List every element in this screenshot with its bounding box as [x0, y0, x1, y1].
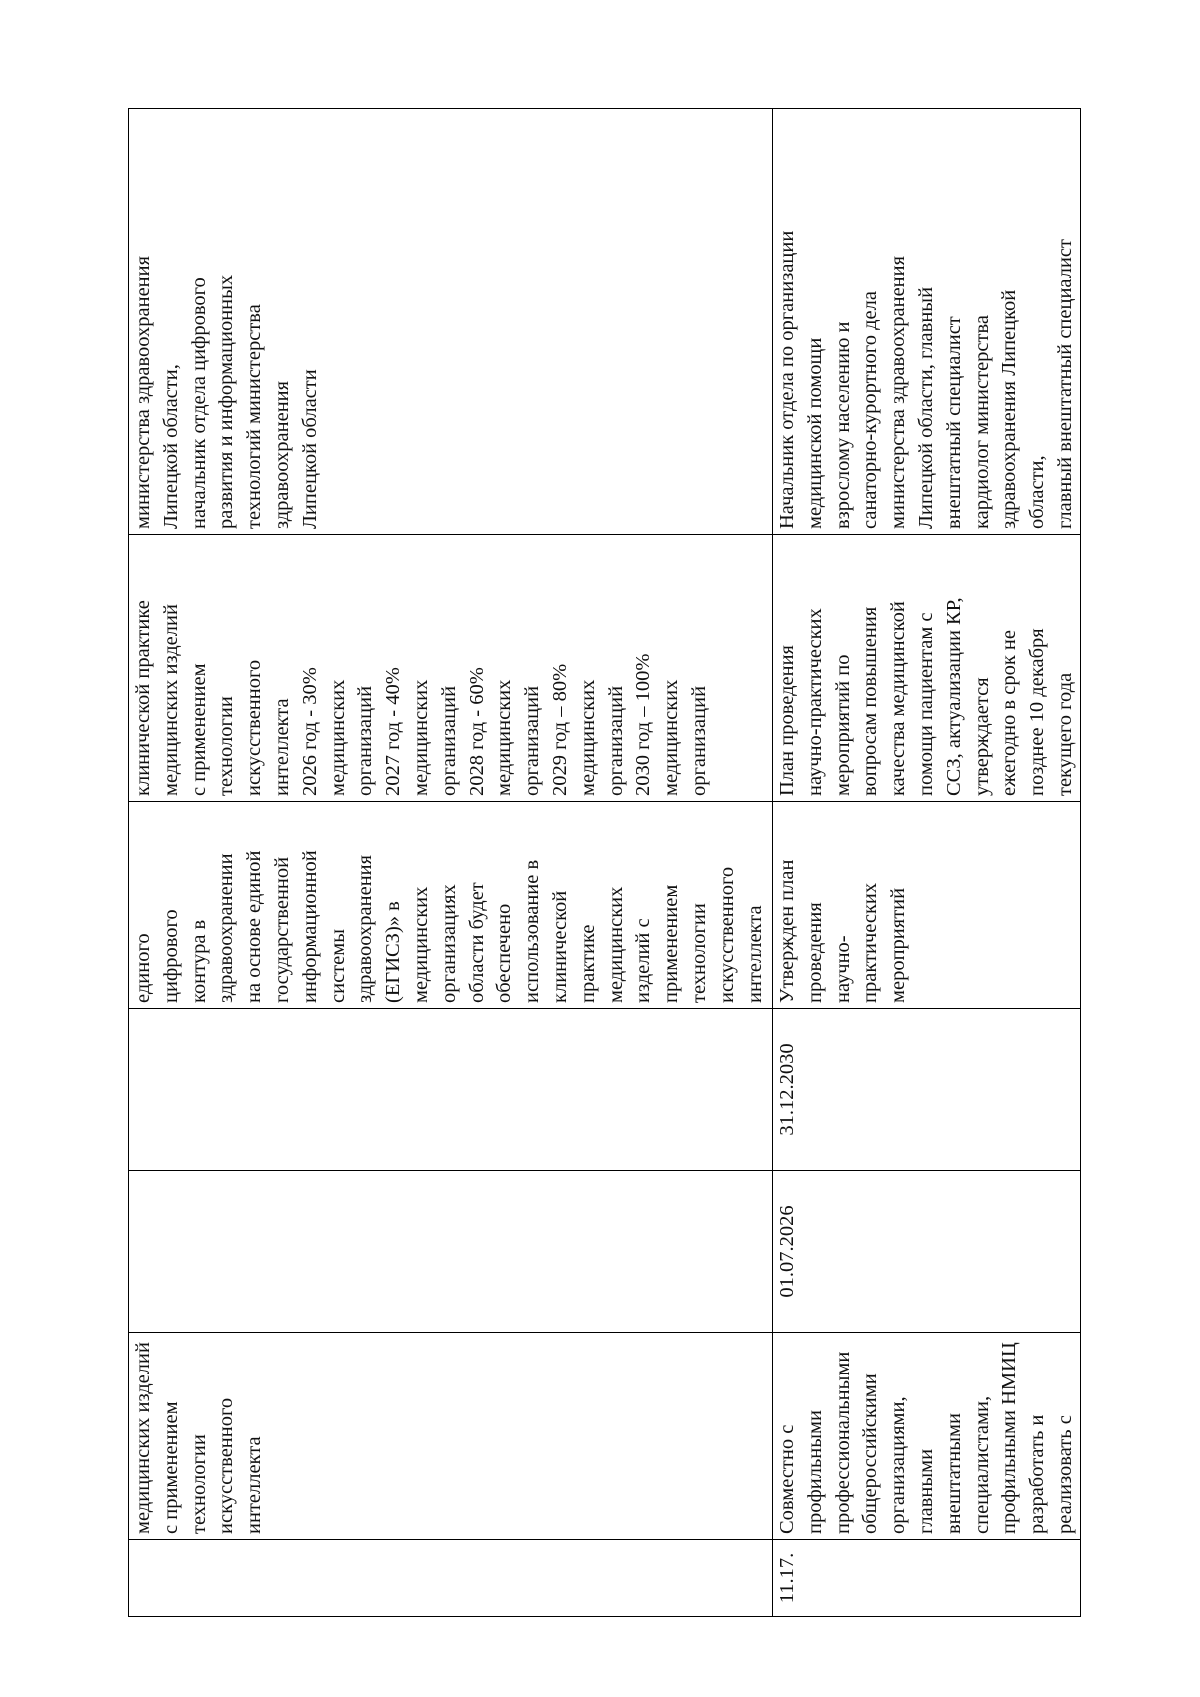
cell-number: 11.17. [773, 1540, 1081, 1617]
cell-number [129, 1540, 773, 1617]
table-row [773, 109, 1081, 1617]
cell-indicator: План проведения научно-практических мероприятий по вопросам повышения качества медицинской помощи пациентам с ССЗ, актуализации КР, утверждается ежегодно в срок не позднее 10 декабря текущего года [773, 535, 1081, 802]
cell-responsible: Начальник отдела по организации медицинской помощи взрослому населению и санаторно-курортного дела министерства здравоохранения Липецкой области, главный внештатный специалист кардиолог министерства здравоохранения Липецкой области, главный внештатный специалист [773, 109, 1081, 535]
cell-start-date: 01.07.2026 [773, 1171, 1081, 1333]
cell-responsible: министерства здравоохранения Липецкой области, начальник отдела цифрового развития и информационных технологий министерства здравоохранения Липецкой области [129, 109, 773, 535]
rotated-page-content [128, 109, 1084, 1617]
cell-end-date [129, 1009, 773, 1171]
cell-end-date: 31.12.2030 [773, 1009, 1081, 1171]
cell-activity: медицинских изделий с применением технологии искусственного интеллекта [129, 1333, 773, 1540]
cell-result: единого цифрового контура в здравоохранении на основе единой государственной информационной системы здравоохранения (ЕГИСЗ)» в медицинских организациях области будет обеспечено использование в клинической практике медицинских изделий с применением технологии искусственного интеллекта [129, 802, 773, 1009]
cell-start-date [129, 1171, 773, 1333]
cell-indicator: клинической практике медицинских изделий с применением технологии искусственного интеллекта 2026 год - 30% медицинских организаций 2027 год - 40% медицинских организаций 2028 год - 60% медицинских организаций 2029 год – 80% медицинских организаций 2030 год – 100% медицинских организаций [129, 535, 773, 802]
table-row [129, 109, 773, 1617]
cell-activity: Совместно с профильными профессиональными общероссийскими организациями, главными внештатными специалистами, профильными НМИЦ разработать и реализовать с [773, 1333, 1081, 1540]
measures-table [128, 108, 1081, 1617]
cell-result: Утвержден план проведения научно- практических мероприятий [773, 802, 1081, 1009]
